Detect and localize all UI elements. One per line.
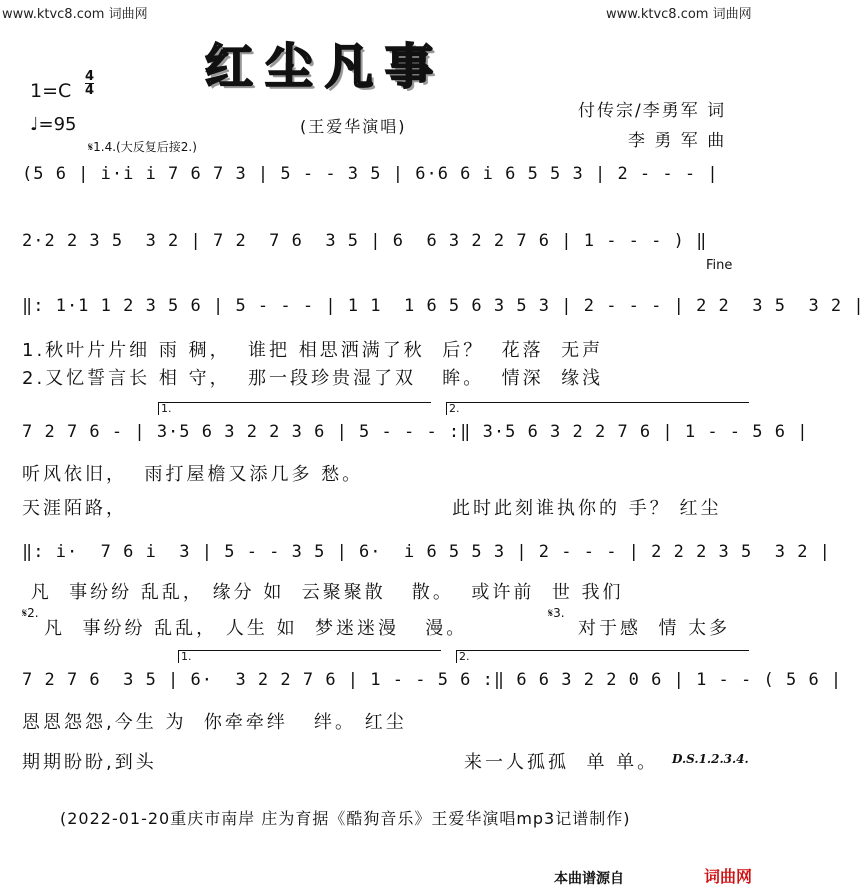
repeat-instruction: 𝄋1.4.(大反复后接2.) — [88, 140, 197, 154]
song-title: 红尘凡事 — [205, 39, 446, 95]
lyric-verse2-line1: 2.又忆誓言长 相 守， 那一段珍贵湿了双 眸。 情深 缘浅 — [22, 368, 604, 389]
time-sig-top: 4 — [85, 69, 95, 84]
lyricist: 付传宗/李勇军 词 — [578, 101, 727, 121]
singer: (王爱华演唱) — [300, 117, 407, 136]
score-line-6: 7 2 7 6 3 5 | 6· 3 2 2 7 6 | 1 - - 5 6 :‖ 6 6 3 2 2 0 6 | 1 - - ( 5 6 | — [22, 670, 843, 690]
transcription-note: (2022-01-20重庆市南岸 庄为育据《酷狗音乐》王爱华演唱mp3记谱制作) — [60, 809, 631, 828]
score-line-4: 7 2 7 6 - | 3·5 6 3 2 2 3 6 | 5 - - - :‖ 3·5 6 3 2 2 7 6 | 1 - - 5 6 | — [22, 422, 809, 442]
volta-2: 2. — [446, 402, 749, 415]
volta-1b: 1. — [178, 650, 441, 663]
lyric-verse2-line2-left: 天涯陌路， — [22, 498, 127, 519]
tempo: ♩=95 — [30, 114, 77, 135]
lyric-verse2-line2-right: 此时此刻谁执你的 手？ 红尘 — [452, 498, 722, 519]
site-url-left: www.ktvc8.com 词曲网 — [2, 7, 148, 22]
key-signature: 1=C — [30, 80, 72, 102]
time-sig-bottom: 4 — [85, 83, 95, 98]
time-signature — [85, 70, 94, 97]
site-badge: 词曲网 — [704, 867, 753, 886]
lyric-chorus2-line2-left: 期期盼盼,到头 — [22, 752, 157, 773]
fine-mark: Fine — [706, 258, 733, 273]
lyric-chorus2-line1: 凡 事纷纷 乱乱， 人生 如 梦迷迷漫 漫。 — [44, 618, 468, 639]
segno-2: 𝄋2. — [22, 606, 39, 620]
source-label: 本曲谱源自 — [554, 871, 624, 887]
lyric-chorus2-segno3: 对于感 情 太多 — [578, 618, 731, 639]
lyric-chorus1-line1: 凡 事纷纷 乱乱， 缘分 如 云聚聚散 散。 或许前 世 我们 — [22, 582, 624, 603]
lyric-chorus1-line2: 恩恩怨怨,今生 为 你牵牵绊 绊。 红尘 — [22, 712, 407, 733]
volta-2b: 2. — [456, 650, 749, 663]
dal-segno: D.S.1.2.3.4. — [672, 752, 749, 766]
score-line-1: (5 6 | i·i i 7 6 7 3 | 5 - - 3 5 | 6·6 6 i 6 5 5 3 | 2 - - - | — [22, 164, 719, 184]
composer: 李 勇 军 曲 — [628, 131, 727, 151]
segno-3: 𝄋3. — [548, 606, 565, 620]
score-line-2: 2·2 2 3 5 3 2 | 7 2 7 6 3 5 | 6 6 3 2 2 7 6 | 1 - - - ) ‖ — [22, 231, 708, 251]
score-line-3: ‖: 1·1 1 2 3 5 6 | 5 - - - | 1 1 1 6 5 6 3 5 3 | 2 - - - | 2 2 3 5 3 2 | — [22, 296, 865, 316]
score-line-5: ‖: i· 7 6 i 3 | 5 - - 3 5 | 6· i 6 5 5 3 | 2 - - - | 2 2 2 3 5 3 2 | — [22, 542, 831, 562]
volta-1: 1. — [158, 402, 431, 415]
lyric-verse1-line1: 1.秋叶片片细 雨 稠， 谁把 相思洒满了秋 后？ 花落 无声 — [22, 340, 604, 361]
lyric-chorus2-line2-right: 来一人孤孤 单 单。 — [464, 752, 659, 773]
lyric-verse1-line2: 听风依旧， 雨打屋檐又添几多 愁。 — [22, 464, 364, 485]
site-url-right: www.ktvc8.com 词曲网 — [606, 7, 752, 22]
